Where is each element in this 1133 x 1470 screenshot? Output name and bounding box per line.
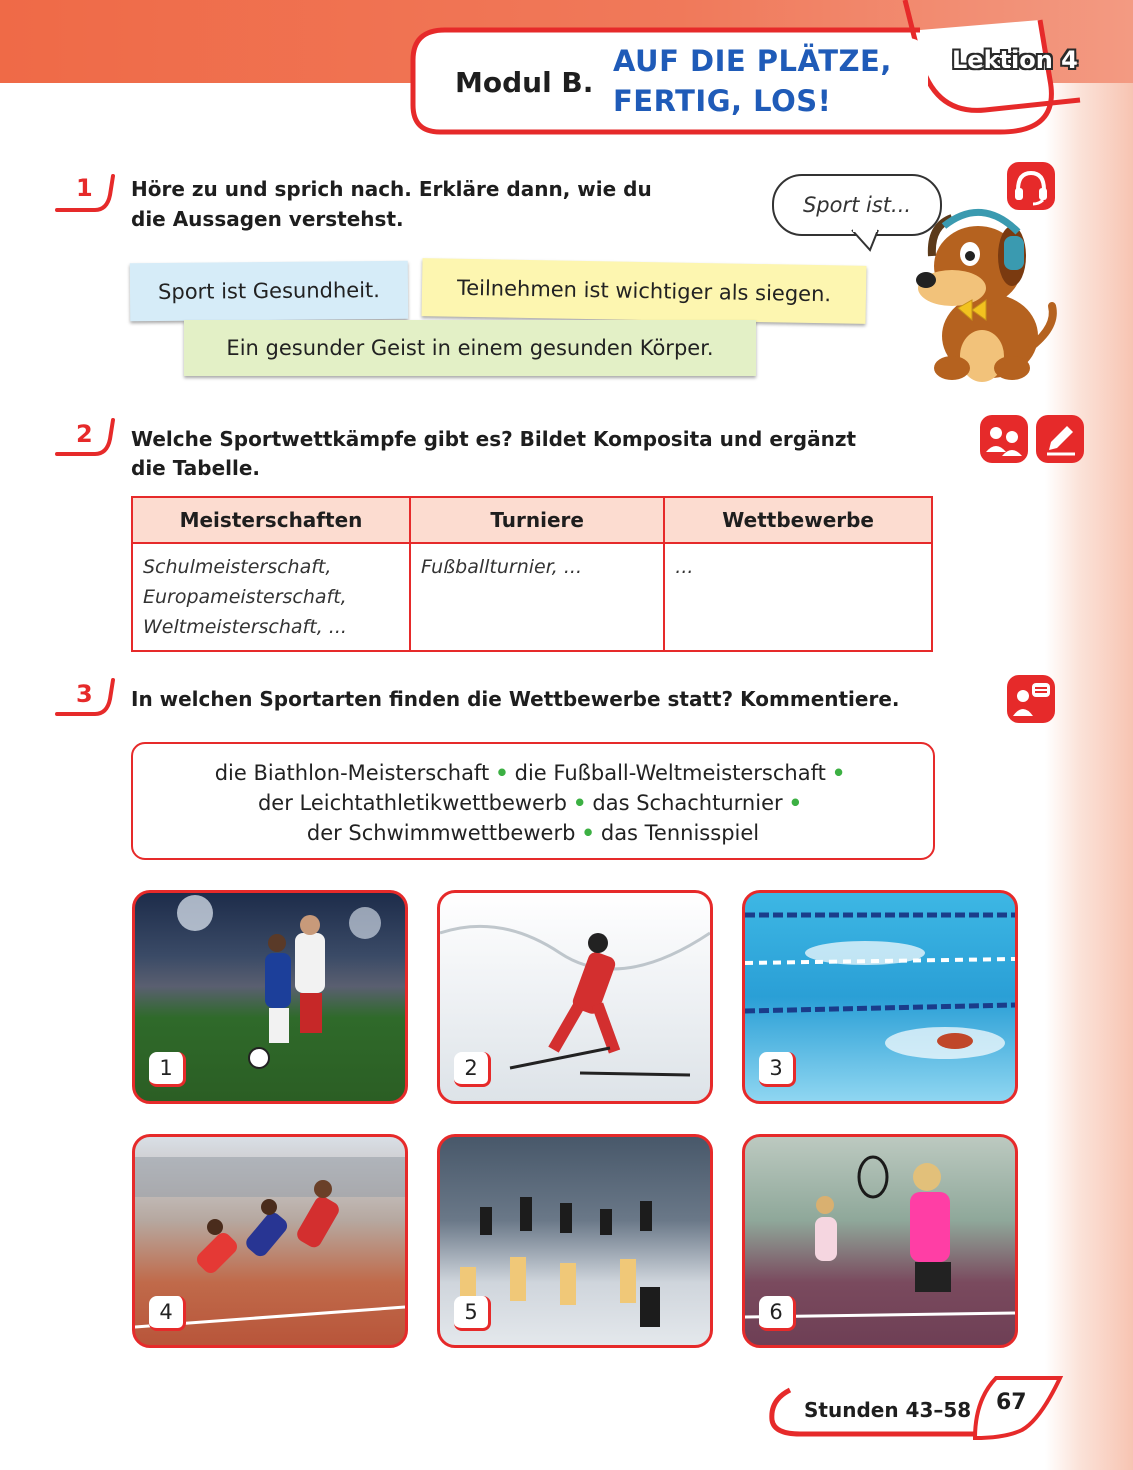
photo-label: 1	[149, 1052, 186, 1087]
header-meisterschaften: Meisterschaften	[132, 497, 410, 543]
exercise-2-number: 2	[76, 420, 93, 448]
exercise-1-number: 1	[76, 174, 93, 202]
word-fussball: die Fußball-Weltmeisterschaft	[514, 761, 826, 785]
note-sport-gesundheit: Sport ist Gesundheit.	[130, 261, 408, 321]
photo-chess	[437, 1134, 713, 1348]
photo-tennis	[742, 1134, 1018, 1348]
photo-label: 4	[149, 1296, 186, 1331]
note-gesunder-geist: Ein gesunder Geist in einem gesunden Körper.	[184, 320, 756, 376]
exercise-2-task-line1: Welche Sportwettkämpfe gibt es? Bildet Komposita und ergänzt	[131, 427, 857, 451]
bullet-dot: •	[831, 761, 846, 785]
word-leichtathletik: der Leichtathletikwettbewerb	[257, 791, 567, 815]
pair-work-icon	[979, 414, 1029, 464]
exercise-1-task-line2: die Aussagen verstehst.	[131, 207, 404, 231]
module-title-line2: FERTIG, LOS!	[613, 84, 832, 118]
word-tennis: das Tennisspiel	[600, 821, 760, 845]
cell-line: Weltmeisterschaft, ...	[143, 616, 347, 638]
photo-football	[132, 890, 408, 1104]
header-wettbewerbe: Wettbewerbe	[664, 497, 932, 543]
cell-meisterschaften	[132, 543, 410, 651]
photo-label: 6	[759, 1296, 796, 1331]
sport-competitions-table	[131, 496, 933, 652]
word-line-1	[133, 758, 933, 788]
page-number: 67	[996, 1390, 1027, 1415]
word-box	[131, 742, 935, 860]
bubble-tail	[850, 228, 890, 252]
footer-stunden: Stunden 43–58	[804, 1398, 972, 1422]
speech-bubble: Sport ist...	[772, 174, 942, 236]
cell-wettbewerbe: ...	[664, 543, 932, 651]
dog-illustration	[912, 196, 1062, 386]
photo-label: 2	[454, 1052, 491, 1087]
exercise-3-task: In welchen Sportarten finden die Wettbewerbe statt? Kommentiere.	[131, 687, 900, 711]
word-biathlon: die Biathlon-Meisterschaft	[214, 761, 490, 785]
header-turniere: Turniere	[410, 497, 664, 543]
bullet-dot: •	[495, 761, 509, 785]
speech-icon	[1006, 674, 1056, 724]
photo-athletics	[132, 1134, 408, 1348]
exercise-1-task-line1: Höre zu und sprich nach. Erkläre dann, wie du	[131, 177, 652, 201]
photo-biathlon	[437, 890, 713, 1104]
modul-label: Modul B.	[455, 66, 594, 99]
headphones-icon	[1005, 160, 1057, 212]
word-schach: das Schachturnier	[592, 791, 783, 815]
exercise-3-number: 3	[76, 680, 93, 708]
cell-line: Europameisterschaft,	[143, 586, 347, 608]
note-teilnehmen: Teilnehmen ist wichtiger als siegen.	[422, 258, 867, 324]
lektion-badge: Lektion 4	[952, 46, 1078, 74]
photo-swimming	[742, 890, 1018, 1104]
bullet-dot: •	[788, 791, 803, 815]
photo-label: 5	[454, 1296, 491, 1331]
word-line-2	[133, 788, 933, 818]
exercise-2-task-line2: die Tabelle.	[131, 456, 261, 480]
module-title-line1: AUF DIE PLÄTZE,	[613, 44, 892, 78]
pencil-icon	[1035, 414, 1085, 464]
cell-line: Schulmeisterschaft,	[143, 556, 332, 578]
bullet-dot: •	[572, 791, 587, 815]
word-schwimm: der Schwimmwettbewerb	[306, 821, 576, 845]
word-line-3	[133, 818, 933, 848]
photo-label: 3	[759, 1052, 796, 1087]
cell-turniere: Fußballturnier, ...	[410, 543, 664, 651]
bullet-dot: •	[581, 821, 595, 845]
